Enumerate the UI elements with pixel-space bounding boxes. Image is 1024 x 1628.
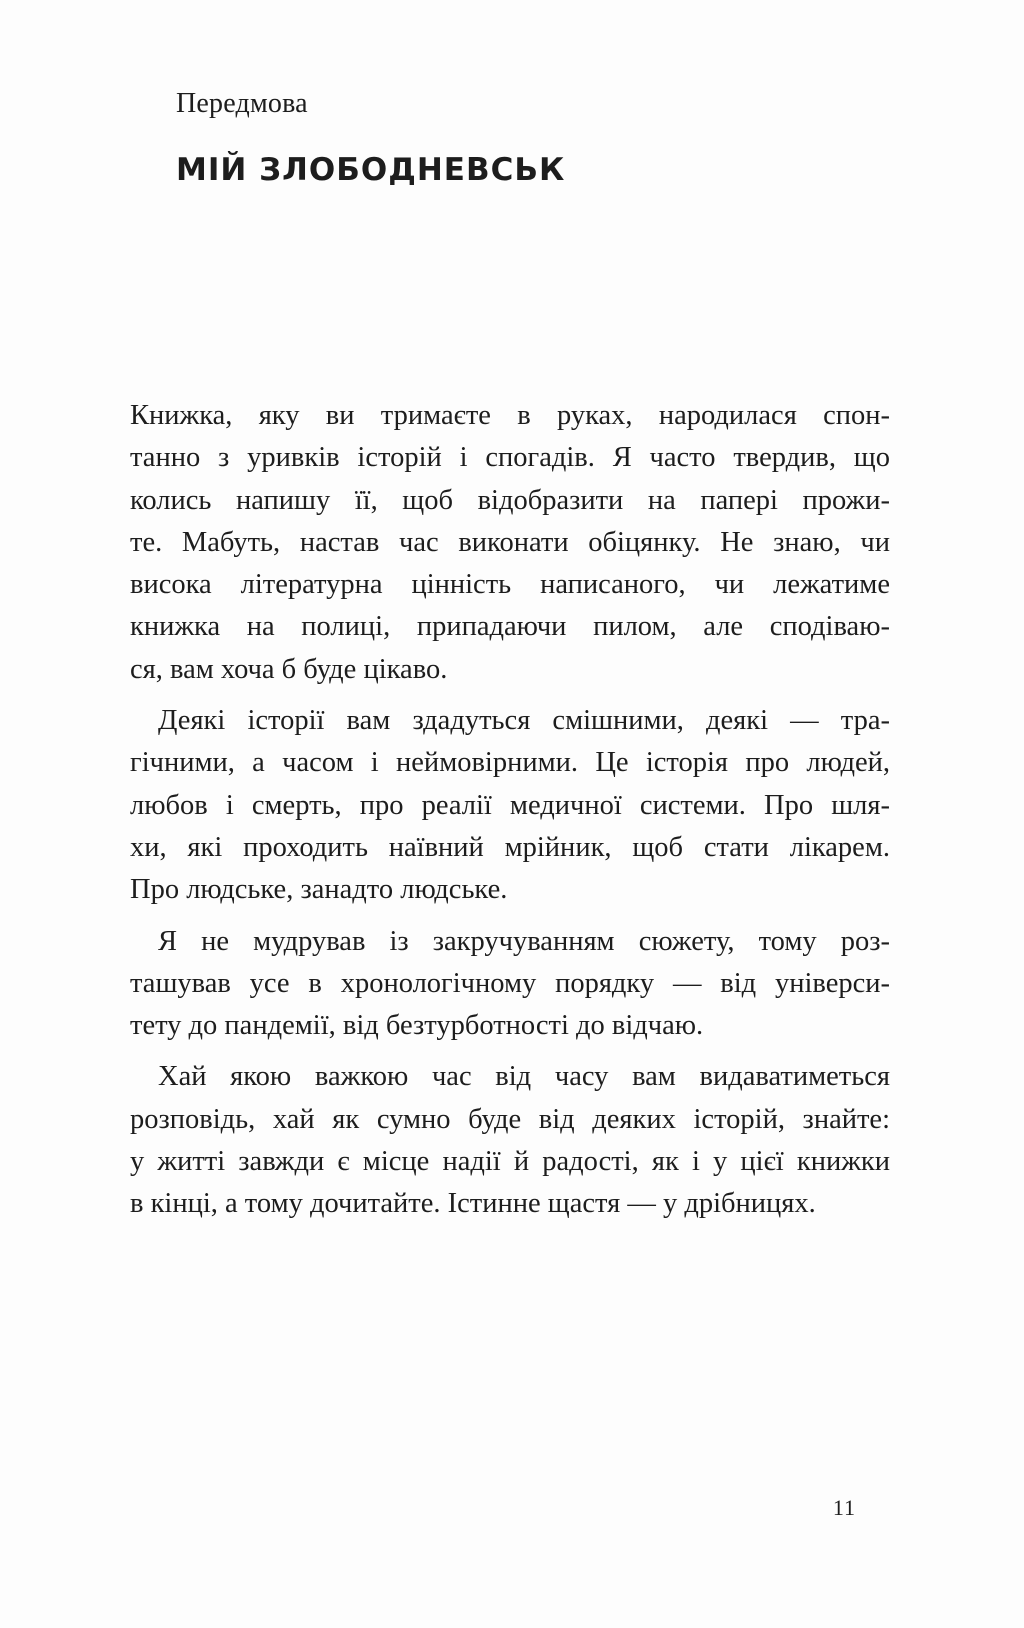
text-line: любов і смерть, про реалії медичної системи. Про шля- bbox=[130, 789, 890, 821]
text-line: Я не мудрував із закручуванням сюжету, тому роз- bbox=[158, 925, 890, 957]
text-line: Книжка, яку ви тримаєте в руках, народилася спон- bbox=[130, 400, 890, 431]
paragraph bbox=[130, 395, 890, 691]
text-line: гічними, а часом і неймовірними. Це історія про людей, bbox=[130, 747, 890, 779]
text-line: висока літературна цінність написаного, чи лежатиме bbox=[130, 569, 890, 601]
text-line: танно з уривків історій і спогадів. Я часто твердив, що bbox=[130, 442, 890, 474]
text-line: те. Мабуть, настав час виконати обіцянку. Не знаю, чи bbox=[130, 526, 890, 558]
section-label: Передмова bbox=[176, 88, 308, 119]
text-line: розповідь, хай як сумно буде від деяких історій, знайте: bbox=[130, 1103, 890, 1135]
text-line: у житті завжди є місце надії й радості, як і у цієї книжки bbox=[130, 1146, 890, 1178]
text-line: тету до пандемії, від безтурботності до відчаю. bbox=[130, 1010, 704, 1042]
text-line: ся, вам хоча б буде цікаво. bbox=[130, 653, 448, 685]
text-line: в кінці, а тому дочитайте. Істинне щастя — у дрібницях. bbox=[130, 1188, 816, 1220]
text-line: колись напишу її, щоб відобразити на папері прожи- bbox=[130, 484, 890, 516]
paragraph bbox=[130, 1056, 890, 1225]
text-line: ташував усе в хронологічному порядку — від універси- bbox=[130, 967, 890, 999]
text-line: Деякі історії вам здадуться смішними, деякі — тра- bbox=[158, 705, 890, 737]
text-line: хи, які проходить наївний мрійник, щоб стати лікарем. bbox=[130, 831, 890, 863]
text-line: Хай якою важкою час від часу вам видаватиметься bbox=[158, 1061, 890, 1093]
text-line: книжка на полиці, припадаючи пилом, але сподіваю- bbox=[130, 611, 890, 643]
body-text bbox=[130, 395, 890, 1235]
paragraph bbox=[130, 700, 890, 911]
chapter-title: МІЙ ЗЛОБОДНЕВСЬК bbox=[176, 152, 566, 188]
text-line: Про людське, занадто людське. bbox=[130, 874, 508, 906]
paragraph bbox=[130, 921, 890, 1048]
page-number: 11 bbox=[832, 1495, 856, 1520]
